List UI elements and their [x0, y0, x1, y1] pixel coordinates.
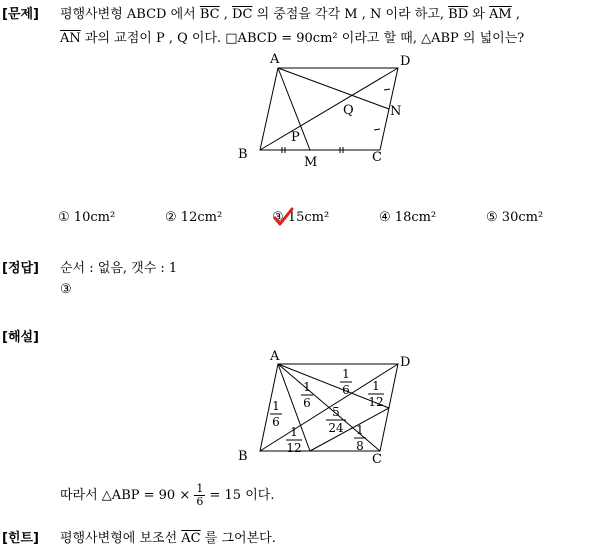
svg-text:12: 12 — [286, 441, 302, 455]
hint-text: 평행사변형에 보조선 — [60, 531, 178, 546]
choice-1[interactable] — [58, 210, 115, 225]
svg-text:5: 5 — [332, 405, 340, 419]
problem-text: 평행사변형 ABCD 에서 — [60, 7, 196, 22]
label-m: M — [304, 155, 318, 170]
svg-text:6: 6 — [342, 383, 350, 397]
solution-conclusion — [60, 483, 274, 508]
fraction-denominator: 6 — [196, 495, 204, 508]
label-d: D — [400, 54, 411, 69]
problem-line-1 — [60, 3, 520, 22]
answer-line: 순서 : 없음, 갯수 : 1 — [60, 261, 178, 276]
tick-mark — [384, 89, 390, 90]
svg-text:24: 24 — [328, 421, 344, 435]
fraction-label — [286, 425, 302, 455]
segment-mn-line — [310, 408, 389, 451]
label-d: D — [400, 355, 411, 370]
hint-text: 를 그어본다. — [204, 531, 276, 546]
segment-dc: $\overline{DC}$ — [232, 7, 253, 22]
choice-text: 15cm² — [287, 210, 330, 225]
segment-an: $\overline{AN}$ — [60, 31, 81, 46]
segment-bc: $\overline{BC}$ — [199, 7, 220, 22]
problem-text: 과의 교점이 P , Q 이다. □ABCD = 90cm² 이라고 할 때, △ABP 의 넓이는? — [84, 31, 525, 46]
problem-line-2 — [60, 27, 524, 46]
problem-text: 와 — [472, 7, 485, 22]
fraction-one-sixth — [194, 483, 205, 508]
fraction-label — [301, 380, 313, 410]
svg-text:6: 6 — [272, 415, 280, 429]
problem-text: 의 중점을 각각 M , N 이라 하고, — [256, 7, 445, 22]
conclusion-text: = 15 이다. — [209, 488, 275, 503]
choice-5[interactable] — [486, 210, 543, 225]
choice-2[interactable] — [165, 210, 222, 225]
label-c: C — [372, 452, 382, 466]
label-b: B — [238, 449, 248, 464]
choice-number: ① — [58, 210, 70, 225]
answer-value: ③ — [60, 282, 72, 297]
label-n: N — [390, 104, 402, 119]
svg-text:6: 6 — [303, 396, 311, 410]
choice-number: ⑤ — [486, 210, 498, 225]
answer-label: [정답] — [2, 261, 39, 276]
svg-text:1: 1 — [290, 425, 298, 439]
svg-text:1: 1 — [272, 399, 280, 413]
choice-text: 12cm² — [180, 210, 223, 225]
fraction-numerator: 1 — [196, 482, 204, 495]
svg-text:1: 1 — [303, 380, 311, 394]
label-q: Q — [343, 103, 354, 118]
label-a: A — [270, 52, 280, 67]
segment-am: $\overline{AM}$ — [489, 7, 512, 22]
fraction-label — [368, 379, 384, 409]
problem-label: [문제] — [2, 7, 39, 22]
svg-text:1: 1 — [342, 367, 350, 381]
figure-solution — [230, 346, 420, 466]
label-a: A — [270, 349, 280, 364]
hint-label: [힌트] — [2, 531, 39, 546]
label-c: C — [372, 150, 382, 165]
choice-4[interactable] — [379, 210, 436, 225]
segment-bd: $\overline{BD}$ — [448, 7, 469, 22]
figure-parallelogram — [230, 48, 420, 173]
fraction-label — [270, 399, 282, 429]
label-b: B — [238, 147, 248, 162]
choice-number: ④ — [379, 210, 391, 225]
comma: , — [223, 7, 228, 22]
conclusion-text: 따라서 △ABP = 90 × — [60, 488, 191, 503]
comma: , — [515, 7, 520, 22]
choice-number: ③ — [272, 210, 284, 225]
segment-an-line — [278, 68, 389, 109]
segment-bd-line — [260, 68, 398, 150]
choice-text: 30cm² — [501, 210, 544, 225]
label-p: P — [291, 130, 300, 145]
fraction-label — [354, 423, 366, 453]
choice-text: 18cm² — [394, 210, 437, 225]
svg-text:12: 12 — [368, 395, 384, 409]
choice-number: ② — [165, 210, 177, 225]
checkmark-icon — [272, 207, 294, 227]
svg-text:8: 8 — [356, 439, 364, 453]
fraction-label — [326, 405, 346, 435]
choice-text: 10cm² — [73, 210, 116, 225]
svg-text:1: 1 — [372, 379, 380, 393]
hint-line — [60, 527, 276, 546]
segment-ac: $\overline{AC}$ — [181, 531, 201, 546]
solution-label: [해설] — [2, 330, 39, 345]
svg-text:1: 1 — [356, 423, 364, 437]
tick-mark — [374, 129, 380, 130]
